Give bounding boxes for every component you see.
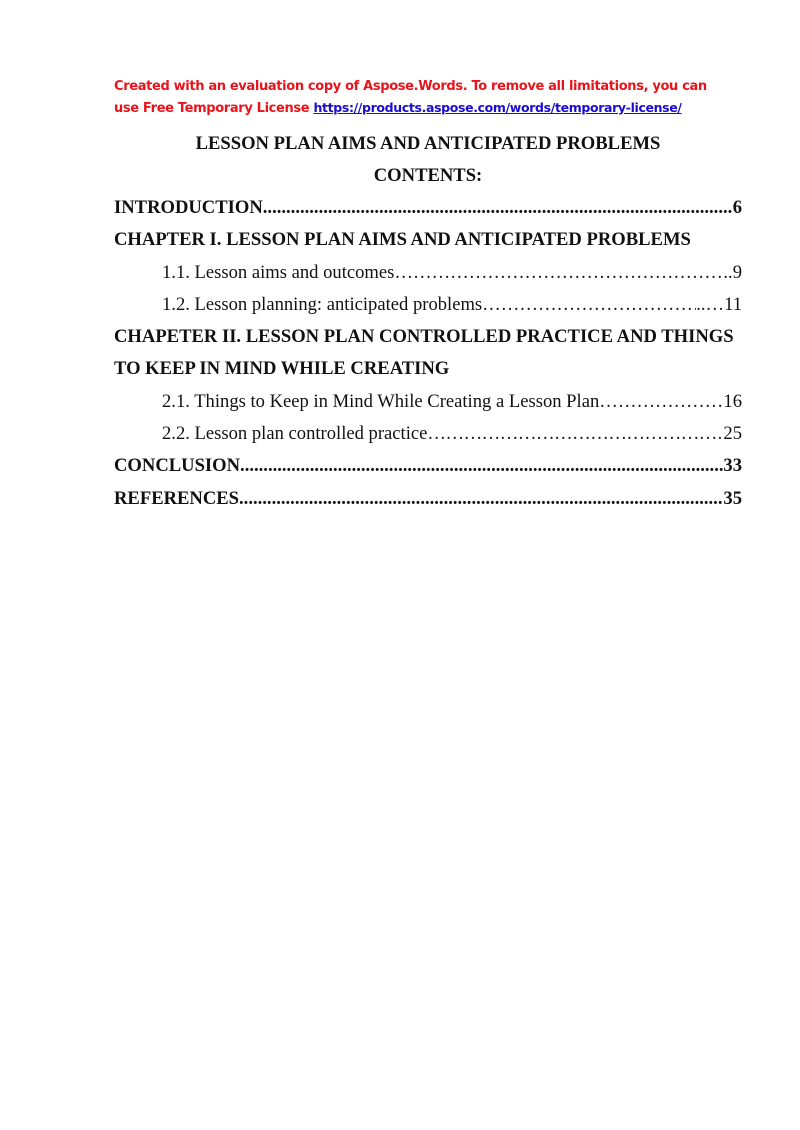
page-number: 33 [723,455,742,477]
dot-leader [240,450,723,482]
toc-entry-1-2[interactable]: 1.2. Lesson planning: anticipated problems ………………………………………………………………………………………………………………………………………………………… ..…11 [114,289,742,321]
page-number: 25 [723,423,742,445]
page-number: ..9 [723,261,742,283]
toc-entry-2-1[interactable]: 2.1. Things to Keep in Mind While Creating a Lesson Plan ………………………………………………………………………………………………………………………………………………………… 16 [114,386,742,418]
toc-entry-1-1[interactable]: 1.1. Lesson aims and outcomes ………………………………………………………………………………………………………………………………………………………… ..9 [114,257,742,289]
document-title: LESSON PLAN AIMS AND ANTICIPATED PROBLEMS [195,133,661,154]
evaluation-notice [114,76,734,119]
toc-entry-references[interactable]: REFERENCES ..... 35 [114,483,742,515]
dot-leader [394,257,723,289]
toc-entry-chapter-2-line-1[interactable]: CHAPETER II. LESSON PLAN CONTROLLED PRACTICE AND THINGS [114,326,734,348]
dot-leader [599,386,723,418]
toc-entry-conclusion[interactable]: CONCLUSION ..... 33 [114,450,742,482]
temporary-license-link[interactable]: https://products.aspose.com/words/temporary-license/ [313,100,682,115]
dot-leader [239,483,723,515]
toc-entry-chapter-2-line-2[interactable]: TO KEEP IN MIND WHILE CREATING [114,358,450,380]
document-page [114,128,742,515]
evaluation-notice-text: Created with an evaluation copy of Aspose.Words. To remove all limitations, you can use Free Temporary License [114,79,707,116]
page-number: 6 [732,197,742,218]
page-number: 16 [723,390,742,412]
page-number: 35 [723,487,742,509]
page-number: ..…11 [696,293,742,315]
toc-entry-introduction[interactable]: INTRODUCTION ..... 6 [114,192,742,224]
toc-entry-2-2[interactable]: 2.2. Lesson plan controlled practice ………………………………………………………………………………………………………………………………………………………… 25 [114,418,742,450]
toc-entry-chapter-1[interactable]: CHAPTER I. LESSON PLAN AIMS AND ANTICIPATED PROBLEMS [114,229,691,251]
dot-leader [427,418,723,450]
dot-leader [482,289,696,321]
contents-heading: CONTENTS: [373,165,483,186]
dot-leader [263,192,733,224]
